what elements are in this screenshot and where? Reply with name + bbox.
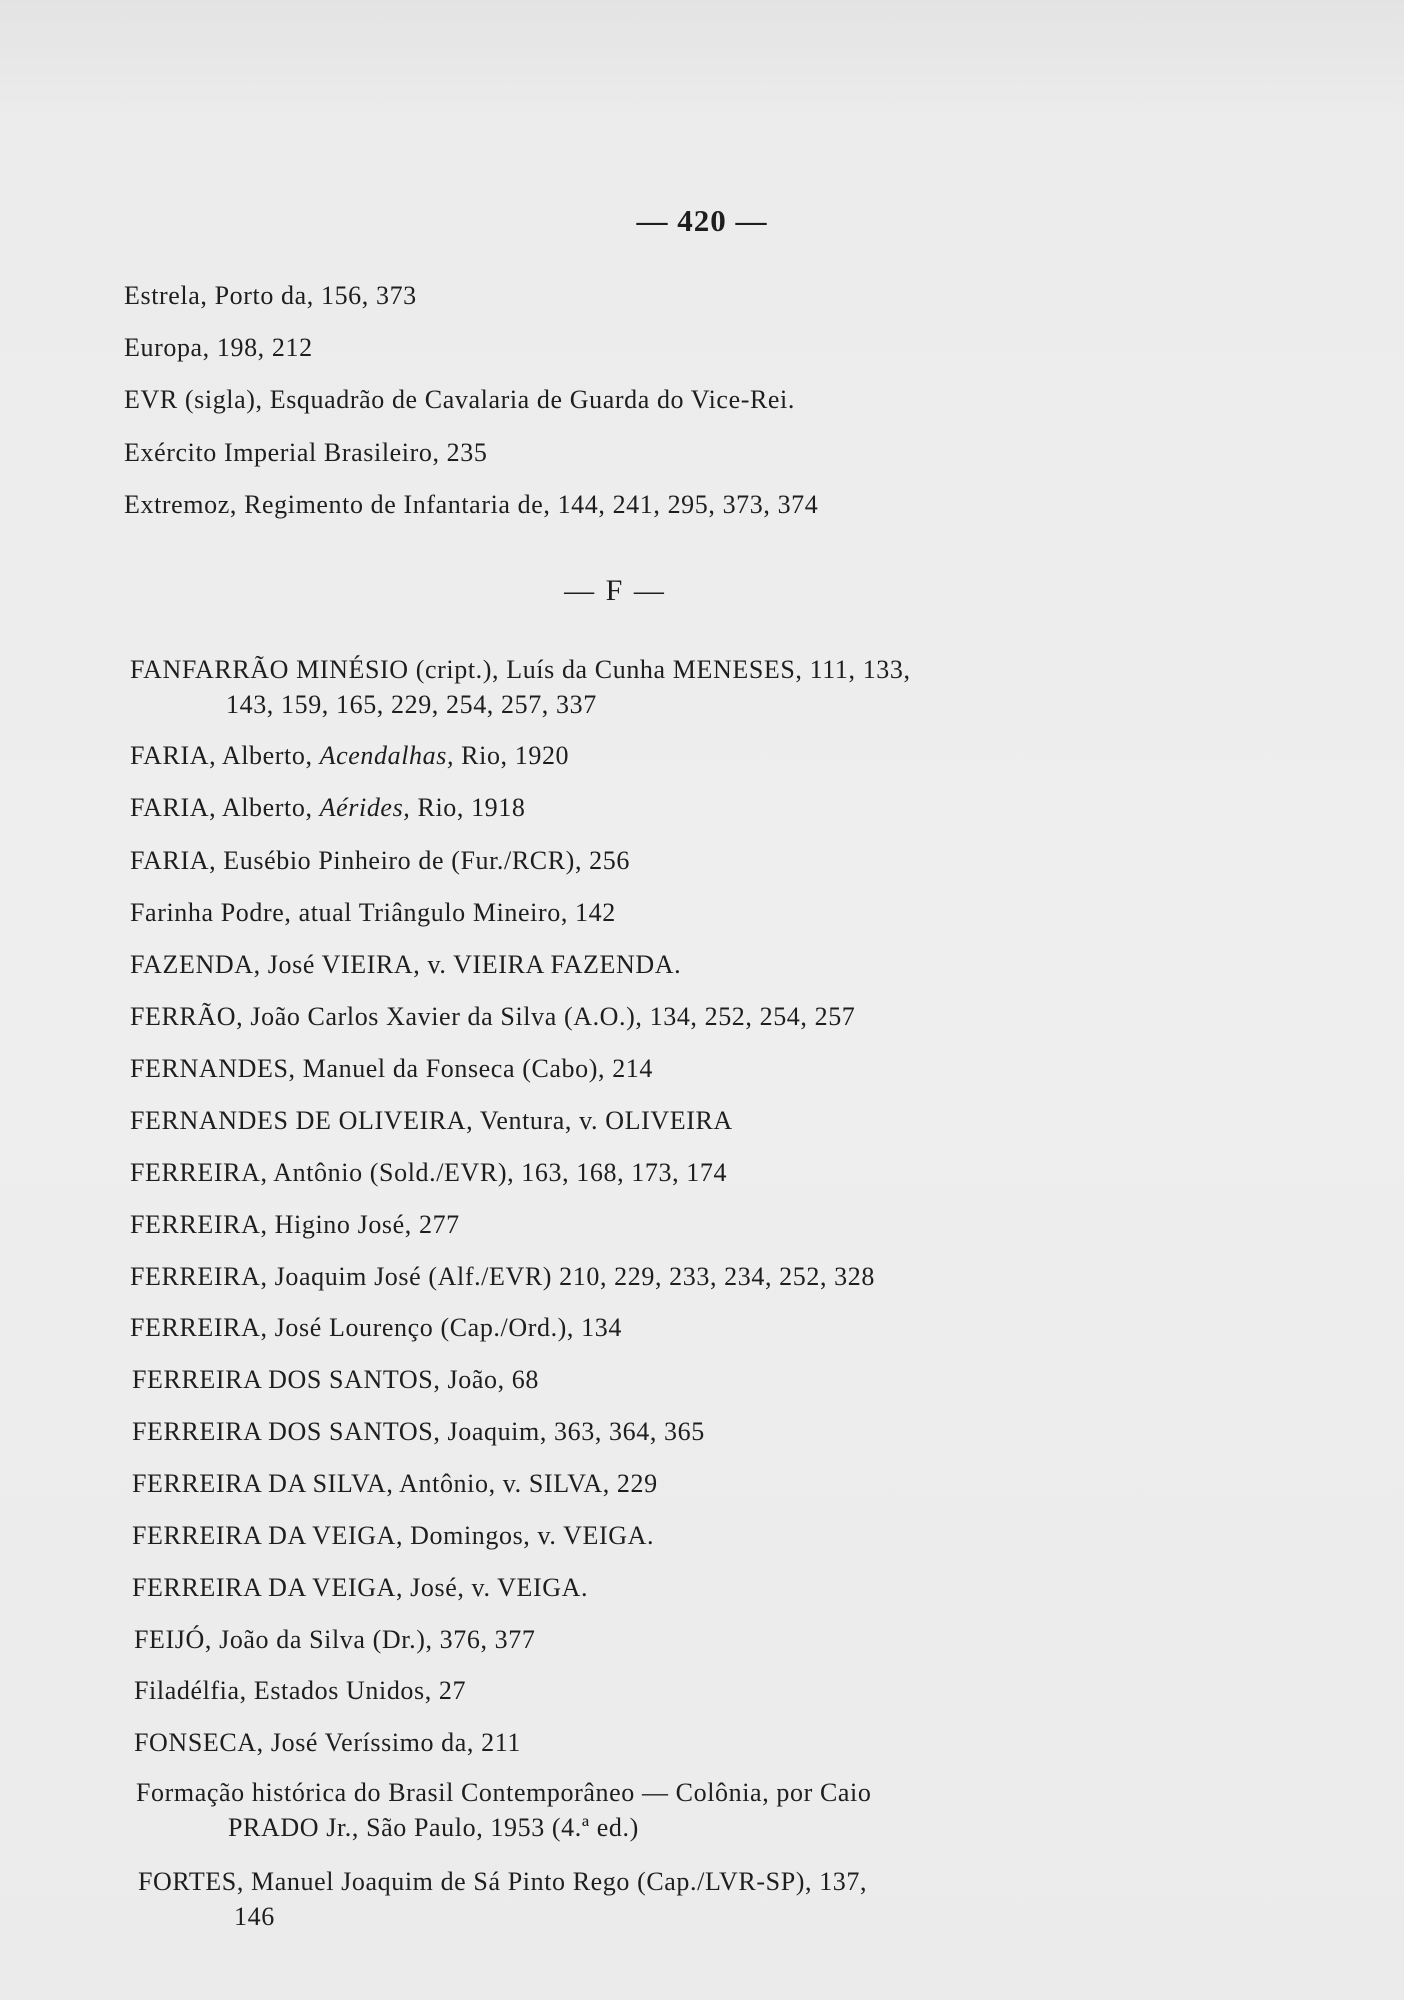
- entry-line-post: Rio, 1920: [454, 741, 570, 770]
- entry-line: Formação histórica do Brasil Contemporâneo — Colônia, por Caio: [136, 1778, 872, 1807]
- index-entry: FERREIRA, Joaquim José (Alf./EVR) 210, 229, 233, 234, 252, 328: [130, 1262, 875, 1291]
- index-entry: FERREIRA DOS SANTOS, Joaquim, 363, 364, 365: [132, 1417, 705, 1446]
- index-entry: FERNANDES, Manuel da Fonseca (Cabo), 214: [130, 1054, 653, 1083]
- entry-continuation: PRADO Jr., São Paulo, 1953 (4.ª ed.): [228, 1813, 639, 1842]
- index-entry: FERREIRA DA VEIGA, José, v. VEIGA.: [132, 1573, 589, 1602]
- index-entry: FERREIRA, Antônio (Sold./EVR), 163, 168, 173, 174: [130, 1158, 728, 1187]
- index-entry: [130, 738, 569, 773]
- index-entry: Exército Imperial Brasileiro, 235: [124, 438, 488, 467]
- book-title: Aérides,: [319, 793, 411, 822]
- page-number: — 420 —: [636, 203, 768, 238]
- entry-line-pre: FARIA, Alberto,: [130, 741, 320, 770]
- index-entry: FERNANDES DE OLIVEIRA, Ventura, v. OLIVEIRA: [130, 1106, 733, 1135]
- index-entry: EVR (sigla), Esquadrão de Cavalaria de Guarda do Vice-Rei.: [124, 385, 795, 414]
- index-entry: FERREIRA DA VEIGA, Domingos, v. VEIGA.: [132, 1521, 655, 1550]
- index-entry: [136, 1775, 871, 1845]
- index-entry: Europa, 198, 212: [124, 333, 313, 362]
- entry-continuation: 146: [234, 1902, 275, 1931]
- index-entry: Estrela, Porto da, 156, 373: [124, 281, 417, 310]
- book-title: Acendalhas,: [319, 741, 455, 770]
- entry-line-pre: FARIA, Alberto,: [130, 793, 320, 822]
- index-entry: Extremoz, Regimento de Infantaria de, 144, 241, 295, 373, 374: [124, 490, 819, 519]
- index-entry: FARIA, Eusébio Pinheiro de (Fur./RCR), 256: [130, 846, 630, 875]
- index-entry: [138, 1864, 867, 1934]
- entry-continuation: 143, 159, 165, 229, 254, 257, 337: [226, 690, 597, 719]
- index-entry: FEIJÓ, João da Silva (Dr.), 376, 377: [134, 1625, 536, 1654]
- index-entry: [130, 790, 525, 825]
- index-entry: FERRÃO, João Carlos Xavier da Silva (A.O.), 134, 252, 254, 257: [130, 1002, 856, 1031]
- index-entry: FERREIRA, José Lourenço (Cap./Ord.), 134: [130, 1313, 622, 1342]
- index-entry: FERREIRA DOS SANTOS, João, 68: [132, 1365, 539, 1394]
- index-entry: FERREIRA, Higino José, 277: [130, 1210, 460, 1239]
- index-entry: FAZENDA, José VIEIRA, v. VIEIRA FAZENDA.: [130, 950, 682, 979]
- index-entry: FERREIRA DA SILVA, Antônio, v. SILVA, 229: [132, 1469, 658, 1498]
- index-entry: FONSECA, José Veríssimo da, 211: [134, 1728, 521, 1757]
- entry-line: FORTES, Manuel Joaquim de Sá Pinto Rego (Cap./LVR-SP), 137,: [138, 1867, 868, 1896]
- index-entry: [130, 652, 911, 722]
- index-entry: Farinha Podre, atual Triângulo Mineiro, 142: [130, 898, 616, 927]
- entry-line-post: Rio, 1918: [410, 793, 526, 822]
- section-heading-f: — F —: [564, 574, 666, 607]
- index-entry: Filadélfia, Estados Unidos, 27: [134, 1676, 467, 1705]
- entry-line: FANFARRÃO MINÉSIO (cript.), Luís da Cunha MENESES, 111, 133,: [130, 655, 911, 684]
